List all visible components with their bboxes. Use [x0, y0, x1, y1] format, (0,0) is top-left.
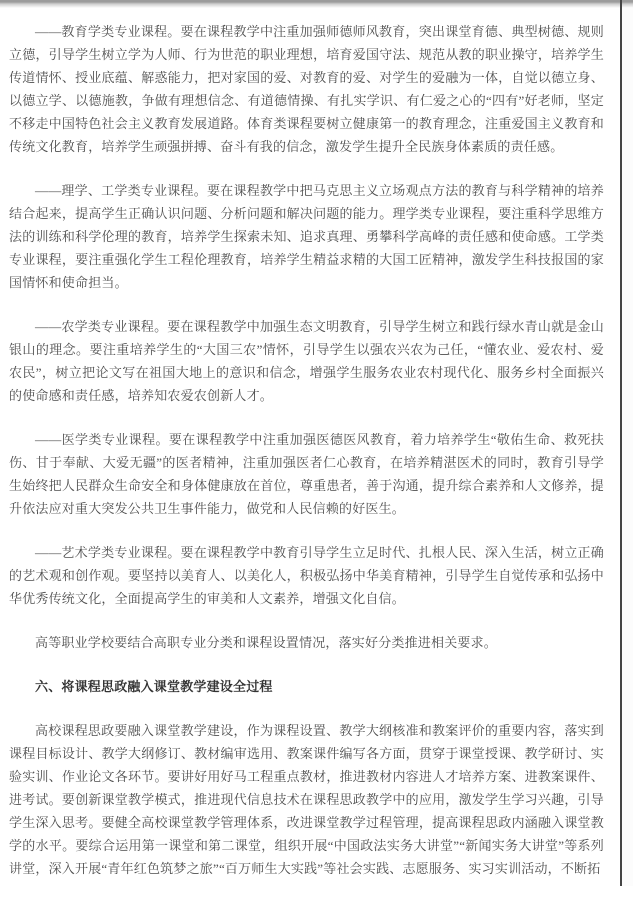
paragraph-agriculture-category-courses: ——农学类专业课程。要在课程教学中加强生态文明教育，引导学生树立和践行绿水青山就是金山银山的理念。要注重培养学生的“大国三农”情怀，引导学生以强农兴农为己任，“懂农业、爱农村、爱农民”，树立把论文写在祖国大地上的意识和信念，增强学生服务农业农村现代化、服务乡村全面振兴的使命感和责任感，培养知农爱农创新人才。: [9, 319, 604, 403]
page-right-border: [620, 0, 622, 886]
page-right-gutter: [622, 0, 633, 886]
paragraph-classroom-teaching-integration: 高校课程思政要融入课堂教学建设，作为课程设置、教学大纲核准和教案评价的重要内容，落实到课程目标设计、教学大纲修订、教材编审选用、教案课件编写各方面，贯穿于课堂授课、教学研讨、实验实训、作业论文各环节。要讲好用好马工程重点教材，推进教材内容进人才培养方案、进教案课件、进考试。要创新课堂教学模式，推进现代信息技术在课程思政教学中的应用，激发学生学习兴趣，引导学生深入思考。要健全高校课堂教学管理体系，改进课堂教学过程管理，提高课程思政内涵融入课堂教学的水平。要综合运用第一课堂和第二课堂，组织开展“中国政法实务大讲堂”“新闻实务大讲堂”等系列讲堂，深入开展“青年红色筑梦之旅”“百万师生大实践”等社会实践、志愿服务、实习实训活动，不断拓: [9, 723, 604, 876]
document-content: [9, 0, 604, 901]
paragraph-arts-category-courses: ——艺术学类专业课程。要在课程教学中教育引导学生立足时代、扎根人民、深入生活，树立正确的艺术观和创作观。要坚持以美育人、以美化人，积极弘扬中华美育精神，引导学生自觉传承和弘扬中华优秀传统文化，全面提高学生的审美和人文素养，增强文化自信。: [9, 545, 604, 606]
section-six-heading: 六、将课程思政融入课堂教学建设全过程: [35, 679, 273, 694]
paragraph-higher-vocational-schools: 高等职业学校要结合高职专业分类和课程设置情况，落实好分类推进相关要求。: [35, 635, 498, 650]
paragraph-education-category-courses: ——教育学类专业课程。要在课程教学中注重加强师德师风教育，突出课堂育德、典型树德、规则立德，引导学生树立学为人师、行为世范的职业理想，培育爱国守法、规范从教的职业操守，培养学生传道情怀、授业底蕴、解惑能力，把对家国的爱、对教育的爱、对学生的爱融为一体，自觉以德立身、以德立学、以德施教，争做有理想信念、有道德情操、有扎实学识、有仁爱之心的“四有”好老师，坚定不移走中国特色社会主义教育发展道路。体育类课程要树立健康第一的教育理念，注重爱国主义教育和传统文化教育，培养学生顽强拼搏、奋斗有我的信念，激发学生提升全民族身体素质的责任感。: [9, 24, 604, 154]
paragraph-science-engineering-category-courses: ——理学、工学类专业课程。要在课程教学中把马克思主义立场观点方法的教育与科学精神的培养结合起来，提高学生正确认识问题、分析问题和解决问题的能力。理学类专业课程，要注重科学思维方法的训练和科学伦理的教育，培养学生探索未知、追求真理、勇攀科学高峰的责任感和使命感。工学类专业课程，要注重强化学生工程伦理教育，培养学生精益求精的大国工匠精神，激发学生科技报国的家国情怀和使命担当。: [9, 183, 604, 290]
paragraph-medicine-category-courses: ——医学类专业课程。要在课程教学中注重加强医德医风教育，着力培养学生“敬佑生命、救死扶伤、甘于奉献、大爱无疆”的医者精神，注重加强医者仁心教育，在培养精湛医术的同时，教育引导学生始终把人民群众生命安全和身体健康放在首位，尊重患者，善于沟通，提升综合素养和人文修养，提升依法应对重大突发公共卫生事件能力，做党和人民信赖的好医生。: [9, 432, 604, 516]
